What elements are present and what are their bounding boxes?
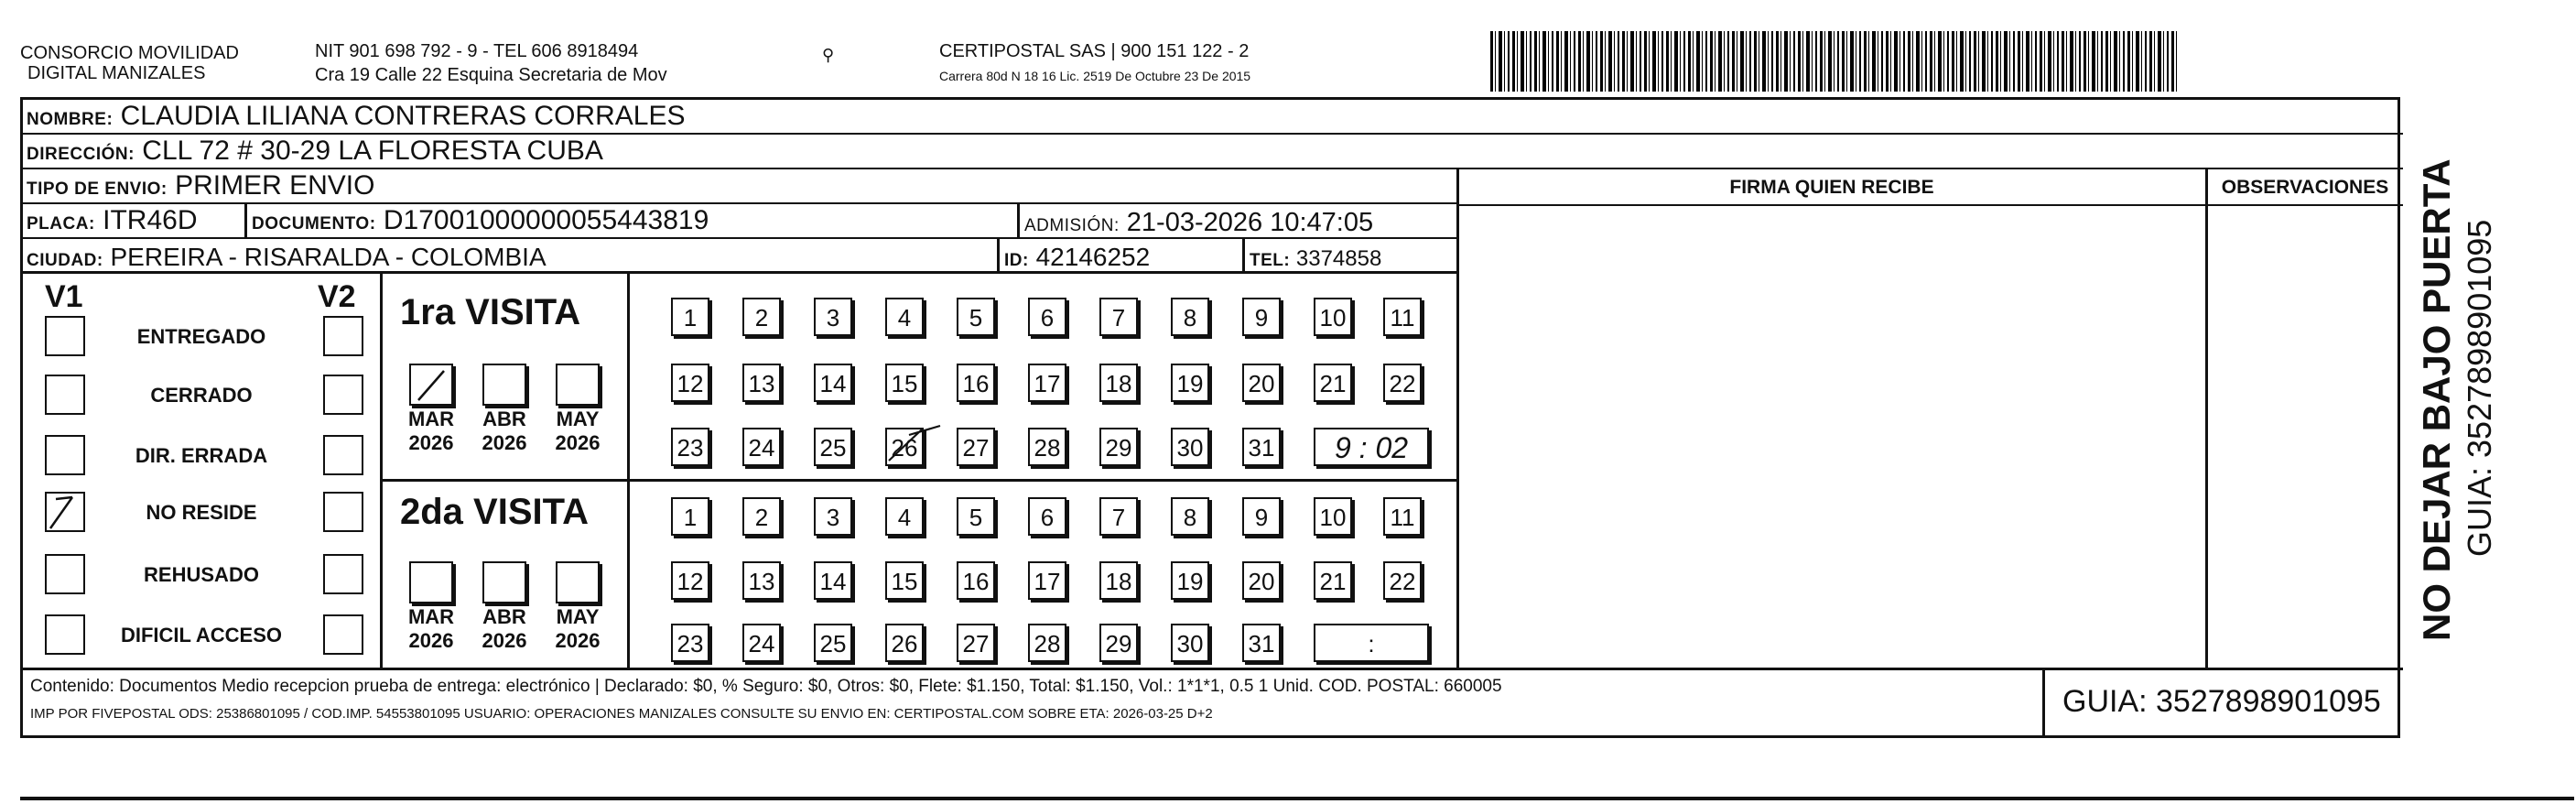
observaciones-label: OBSERVACIONES [2221, 177, 2389, 198]
first-visit-day-box[interactable]: 3 [814, 298, 852, 336]
check-mark-icon [45, 492, 85, 532]
second-visit-day-box[interactable]: 15 [885, 561, 924, 600]
company-address: Cra 19 Calle 22 Esquina Secretaria de Mov [315, 65, 667, 85]
admision-value: 21-03-2026 10:47:05 [1126, 208, 1374, 237]
second-visit-month-box[interactable] [482, 561, 526, 603]
ciudad-label: CIUDAD: [27, 251, 103, 270]
v2-checkbox[interactable] [323, 375, 363, 415]
observations-area[interactable] [2208, 207, 2400, 668]
second-visit-day-box[interactable]: 25 [814, 624, 852, 662]
signature-area[interactable] [1459, 207, 2205, 668]
courier-name: CERTIPOSTAL SAS | 900 151 122 - 2 [939, 41, 1250, 61]
first-visit-day-box[interactable]: 7 [1099, 298, 1138, 336]
second-visit-day-box[interactable]: 17 [1028, 561, 1066, 600]
v1-checkbox[interactable] [45, 614, 85, 655]
v2-label: V2 [318, 279, 356, 314]
courier-license: Carrera 80d N 18 16 Lic. 2519 De Octubre 23 De 2015 [939, 69, 1251, 83]
v2-checkbox[interactable] [323, 492, 363, 532]
nombre-value: CLAUDIA LILIANA CONTRERAS CORRALES [120, 101, 686, 131]
month-label: MAR [407, 407, 455, 430]
month-label: ABR [482, 605, 526, 628]
second-visit-day-box[interactable]: 1 [671, 497, 709, 536]
v2-checkbox[interactable] [323, 435, 363, 475]
status-label: ENTREGADO [136, 325, 266, 348]
v1-checkbox[interactable] [45, 316, 85, 356]
second-visit-day-box[interactable]: 12 [671, 561, 709, 600]
first-visit-day-box[interactable]: 30 [1171, 428, 1209, 466]
first-visit-day-box[interactable]: 9 [1242, 298, 1281, 336]
first-visit-day-box[interactable]: 13 [742, 364, 781, 402]
first-visit-day-box[interactable]: 16 [957, 364, 995, 402]
second-visit-day-box[interactable]: 19 [1171, 561, 1209, 600]
firma-label: FIRMA QUIEN RECIBE [1729, 177, 1934, 198]
first-visit-day-box[interactable]: 5 [957, 298, 995, 336]
v1-checkbox[interactable] [45, 435, 85, 475]
first-visit-day-box[interactable]: 26 [885, 428, 924, 466]
first-visit-day-box[interactable]: 18 [1099, 364, 1138, 402]
second-visit-time-box[interactable]: : [1314, 624, 1429, 662]
first-visit-day-box[interactable]: 11 [1383, 298, 1422, 336]
second-visit-day-box[interactable]: 8 [1171, 497, 1209, 536]
year-label: 2026 [408, 629, 454, 652]
first-visit-day-box[interactable]: 20 [1242, 364, 1281, 402]
barcode-icon [1490, 31, 2179, 92]
first-visit-day-box[interactable]: 31 [1242, 428, 1281, 466]
direccion-label: DIRECCIÓN: [27, 145, 135, 164]
second-visit-day-box[interactable]: 27 [957, 624, 995, 662]
first-visit-day-box[interactable]: 23 [671, 428, 709, 466]
first-visit-day-box[interactable]: 24 [742, 428, 781, 466]
first-visit-day-box[interactable]: 22 [1383, 364, 1422, 402]
second-visit-day-box[interactable]: 18 [1099, 561, 1138, 600]
first-visit-day-box[interactable]: 12 [671, 364, 709, 402]
second-visit-day-box[interactable]: 22 [1383, 561, 1422, 600]
second-visit-day-box[interactable]: 5 [957, 497, 995, 536]
month-year-label [477, 407, 532, 455]
month-year-label [404, 407, 459, 455]
first-visit-month-box[interactable] [482, 364, 526, 406]
check-mark-icon [409, 364, 453, 406]
delivery-card [20, 97, 2400, 738]
second-visit-day-box[interactable]: 14 [814, 561, 852, 600]
second-visit-day-box[interactable]: 6 [1028, 497, 1066, 536]
company-nit: NIT 901 698 792 - 9 - TEL 606 8918494 [315, 41, 639, 61]
tipo-envio-label: TIPO DE ENVIO: [27, 179, 168, 199]
month-year-label [550, 407, 605, 455]
second-visit-day-box[interactable]: 23 [671, 624, 709, 662]
month-label: ABR [482, 407, 526, 430]
second-visit-day-box[interactable]: 29 [1099, 624, 1138, 662]
month-label: MAY [556, 605, 600, 628]
id-label: ID: [1004, 251, 1029, 270]
second-visit-day-box[interactable]: 9 [1242, 497, 1281, 536]
first-visit-day-box[interactable]: 27 [957, 428, 995, 466]
courier-logo-icon: ⚲ [822, 46, 835, 64]
tel-label: TEL: [1250, 251, 1291, 270]
first-visit-day-box[interactable]: 14 [814, 364, 852, 402]
year-label: 2026 [482, 629, 527, 652]
status-label: DIR. ERRADA [135, 444, 268, 467]
second-visit-day-box[interactable]: 20 [1242, 561, 1281, 600]
second-visit-day-box[interactable]: 30 [1171, 624, 1209, 662]
second-visit-month-box[interactable] [556, 561, 600, 603]
month-year-label [550, 605, 605, 653]
status-label: CERRADO [150, 384, 253, 407]
no-dejar-warning: NO DEJAR BAJO PUERTA [2415, 158, 2458, 641]
second-visit-day-box[interactable]: 26 [885, 624, 924, 662]
year-label: 2026 [408, 431, 454, 454]
first-visit-day-box[interactable]: 17 [1028, 364, 1066, 402]
bottom-divider [20, 797, 2574, 800]
placa-label: PLACA: [27, 214, 95, 234]
second-visit-day-box[interactable]: 2 [742, 497, 781, 536]
id-value: 42146252 [1035, 243, 1151, 271]
first-visit-day-box[interactable]: 29 [1099, 428, 1138, 466]
first-visit-day-box[interactable]: 10 [1314, 298, 1352, 336]
first-visit-day-box[interactable]: 1 [671, 298, 709, 336]
second-visit-month-box[interactable] [409, 561, 453, 603]
second-visit-day-box[interactable]: 24 [742, 624, 781, 662]
status-label: NO RESIDE [146, 501, 257, 524]
second-visit-day-box[interactable]: 31 [1242, 624, 1281, 662]
v1-checkbox[interactable] [45, 554, 85, 594]
first-visit-month-box[interactable] [409, 364, 453, 406]
first-visit-day-box[interactable]: 21 [1314, 364, 1352, 402]
v2-checkbox[interactable] [323, 554, 363, 594]
v1-label: V1 [45, 279, 83, 314]
month-year-label [404, 605, 459, 653]
footer-content: Contenido: Documentos Medio recepcion prueba de entrega: electrónico | Declarado: $0, % Seguro: $0, Otros: $0, Flete: $1.150, Total: $1.150, Vol.: 1*1*1, 0.5 1 Unid. COD. POSTAL: 660005 [30, 677, 1502, 696]
month-label: MAY [556, 407, 600, 430]
status-label: REHUSADO [144, 563, 259, 586]
tipo-envio-value: PRIMER ENVIO [175, 170, 375, 201]
tel-value: 3374858 [1295, 246, 1382, 271]
first-visit-day-box[interactable]: 19 [1171, 364, 1209, 402]
second-visit-day-box[interactable]: 11 [1383, 497, 1422, 536]
second-visit-day-box[interactable]: 10 [1314, 497, 1352, 536]
year-label: 2026 [555, 431, 601, 454]
month-label: MAR [407, 605, 455, 628]
first-visit-time-box[interactable]: 9 : 02 [1314, 428, 1429, 466]
check-mark-icon [885, 428, 940, 466]
admision-label: ADMISIÓN: [1024, 216, 1120, 235]
v2-checkbox[interactable] [323, 614, 363, 655]
second-visit-day-box[interactable]: 28 [1028, 624, 1066, 662]
month-year-label [477, 605, 532, 653]
year-label: 2026 [482, 431, 527, 454]
second-visit-title: 2da VISITA [400, 492, 589, 532]
status-label: DIFICIL ACCESO [120, 624, 282, 646]
v2-checkbox[interactable] [323, 316, 363, 356]
v1-checkbox[interactable] [45, 375, 85, 415]
documento-label: DOCUMENTO: [252, 214, 376, 234]
placa-value: ITR46D [103, 205, 198, 235]
company-name-line1: CONSORCIO MOVILIDAD [20, 43, 239, 63]
second-visit-day-box[interactable]: 3 [814, 497, 852, 536]
second-visit-day-box[interactable]: 7 [1099, 497, 1138, 536]
first-visit-month-box[interactable] [556, 364, 600, 406]
second-visit-day-box[interactable]: 16 [957, 561, 995, 600]
nombre-label: NOMBRE: [27, 110, 114, 129]
second-visit-day-box[interactable]: 4 [885, 497, 924, 536]
direccion-value: CLL 72 # 30-29 LA FLORESTA CUBA [142, 136, 603, 166]
company-name-line2: DIGITAL MANIZALES [27, 63, 206, 83]
first-visit-day-box[interactable]: 25 [814, 428, 852, 466]
ciudad-value: PEREIRA - RISARALDA - COLOMBIA [110, 243, 547, 271]
documento-value: D17001000000055443819 [383, 205, 709, 235]
second-visit-day-box[interactable]: 13 [742, 561, 781, 600]
first-visit-title: 1ra VISITA [400, 292, 581, 332]
first-visit-day-box[interactable]: 4 [885, 298, 924, 336]
first-visit-day-box[interactable]: 28 [1028, 428, 1066, 466]
first-visit-day-box[interactable]: 8 [1171, 298, 1209, 336]
v1-checkbox[interactable] [45, 492, 85, 532]
first-visit-day-box[interactable]: 2 [742, 298, 781, 336]
first-visit-day-box[interactable]: 6 [1028, 298, 1066, 336]
year-label: 2026 [555, 629, 601, 652]
side-guia: GUIA: 3527898901095 [2461, 219, 2498, 557]
footer-guia: GUIA: 3527898901095 [2062, 684, 2381, 719]
footer-info: IMP POR FIVEPOSTAL ODS: 25386801095 / COD.IMP. 54553801095 USUARIO: OPERACIONES MANIZALES CONSULTE SU ENVIO EN: CERTIPOSTAL.COM SOBRE ETA: 2026-03-25 D+2 [30, 706, 1213, 722]
second-visit-day-box[interactable]: 21 [1314, 561, 1352, 600]
first-visit-day-box[interactable]: 15 [885, 364, 924, 402]
